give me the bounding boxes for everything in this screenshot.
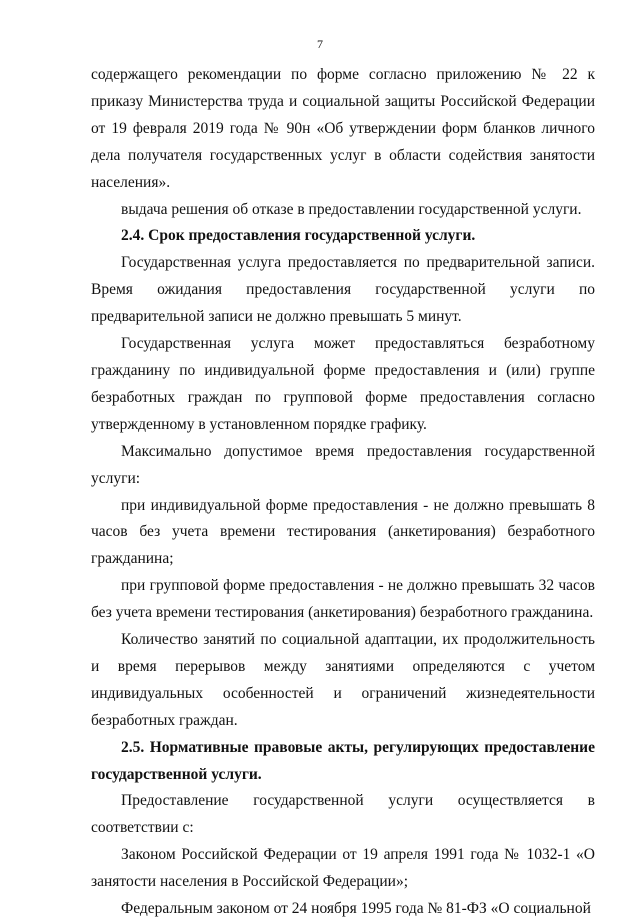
paragraph-continuation: содержащего рекомендации по форме согласно приложению № 22 к приказу Министерства труда и социальной защиты Российской Федерации от 19 февраля 2019 года № 90н «Об утверждении форм бланков личного дела получателя государственных услуг в области содействия занятости населения». — [91, 66, 595, 191]
paragraph-legal-basis: Предоставление государственной услуги осуществляется в соответствии с: — [91, 792, 595, 837]
paragraph-refusal: выдача решения об отказе в предоставлении государственной услуги. — [121, 200, 582, 218]
paragraph-appointment: Государственная услуга предоставляется по предварительной записи. Время ожидания предоставления государственной услуги по предварительной записи не должно превышать 5 минут. — [91, 254, 595, 326]
paragraph-sessions: Количество занятий по социальной адаптации, их продолжительность и время перерывов между занятиями определяются с учетом индивидуальных особенностей и ограничений жизнедеятельности безработных граждан. — [91, 631, 595, 729]
paragraph-max-time: Максимально допустимое время предоставления государственной услуги: — [91, 442, 595, 487]
paragraph-individual-form: при индивидуальной форме предоставления - не должно превышать 8 часов без учета времени тестирования (анкетирования) безработного гражданина; — [91, 496, 595, 568]
section-heading-2-5: 2.5. Нормативные правовые акты, регулирующих предоставление государственной услуги. — [91, 738, 595, 783]
section-heading-2-4: 2.4. Срок предоставления государственной услуги. — [121, 227, 476, 245]
page-number: 7 — [317, 37, 323, 51]
document-body — [91, 62, 595, 923]
paragraph-service-forms: Государственная услуга может предоставляться безработному гражданину по индивидуальной форме предоставления и (или) группе безработных граждан по групповой форме предоставления согласно утвержденному в установленном порядке графику. — [91, 335, 595, 433]
paragraph-law-1032-1: Законом Российской Федерации от 19 апреля 1991 года № 1032-1 «О занятости населения в Российской Федерации»; — [91, 846, 595, 891]
paragraph-group-form: при групповой форме предоставления - не должно превышать 32 часов без учета времени тестирования (анкетирования) безработного гражданина. — [91, 577, 595, 622]
paragraph-law-81-fz: Федеральным законом от 24 ноября 1995 года № 81-ФЗ «О социальной — [121, 900, 591, 918]
